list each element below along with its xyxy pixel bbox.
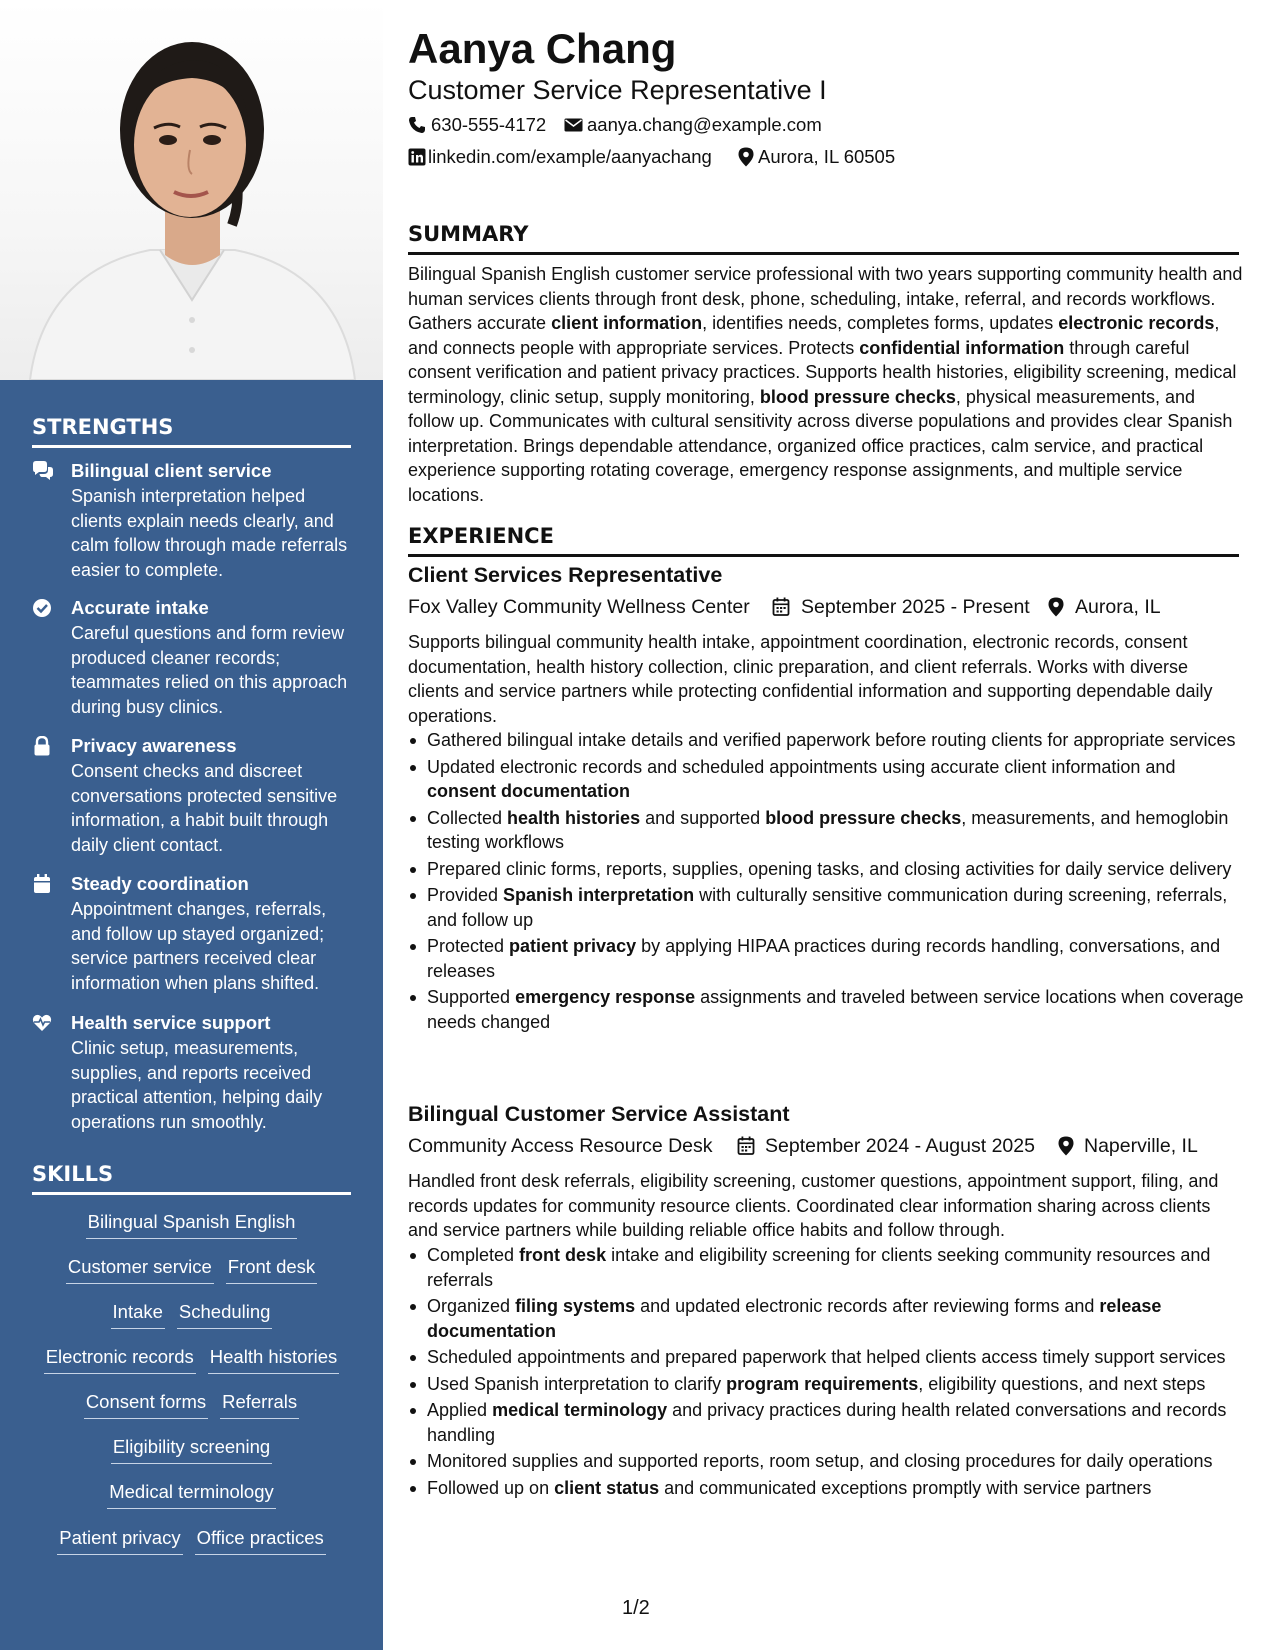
linkedin-icon <box>408 148 426 166</box>
strength-title: Accurate intake <box>71 597 209 618</box>
bullet-item: Used Spanish interpretation to clarify program requirements, eligibility questions, and next steps <box>408 1372 1244 1397</box>
strength-description: Clinic setup, measurements, supplies, and reports received practical attention, helping daily operations run smoothly. <box>71 1038 323 1132</box>
job-location: Aurora, IL <box>1075 596 1161 618</box>
job-bullets <box>408 1243 1244 1502</box>
skill-tag: Electronic records <box>44 1345 196 1374</box>
strength-title: Health service support <box>71 1012 271 1033</box>
skill-row <box>32 1526 351 1555</box>
bullet-item: Organized filing systems and updated electronic records after reviewing forms and release documentation <box>408 1294 1244 1343</box>
bullet-item: Monitored supplies and supported reports, room setup, and closing procedures for daily operations <box>408 1449 1244 1474</box>
bullet-item: Provided Spanish interpretation with culturally sensitive communication during screening, referrals, and follow up <box>408 883 1244 932</box>
job-title: Bilingual Customer Service Assistant <box>408 1102 790 1126</box>
page-number: 1/2 <box>622 1597 650 1619</box>
bullet-item: Completed front desk intake and eligibility screening for clients seeking community resources and referrals <box>408 1243 1244 1292</box>
skill-tag: Consent forms <box>84 1390 208 1419</box>
skill-row <box>32 1210 351 1239</box>
bullet-item: Protected patient privacy by applying HIPAA practices during records handling, conversations, and releases <box>408 934 1244 983</box>
strength-title: Privacy awareness <box>71 735 237 756</box>
skill-row <box>32 1255 351 1284</box>
heart-pulse-icon <box>32 1013 54 1033</box>
skill-tag: Scheduling <box>177 1300 273 1329</box>
skills-heading: SKILLS <box>32 1161 351 1195</box>
portrait-illustration <box>0 0 383 380</box>
skill-row <box>32 1480 351 1509</box>
bullet-item: Collected health histories and supported blood pressure checks, measurements, and hemoglobin testing workflows <box>408 806 1244 855</box>
strength-description: Consent checks and discreet conversations protected sensitive information, a habit built through daily client contact. <box>71 761 338 855</box>
job-location: Naperville, IL <box>1084 1135 1198 1157</box>
skill-row <box>32 1300 351 1329</box>
job-organization: Fox Valley Community Wellness Center <box>408 596 750 618</box>
skill-tag: Front desk <box>226 1255 317 1284</box>
skill-tag: Bilingual Spanish English <box>86 1210 298 1239</box>
strength-description: Careful questions and form review produced cleaner records; teammates relied on this approach during busy clinics. <box>71 623 348 717</box>
chat-bubbles-icon <box>32 461 54 481</box>
experience-heading: EXPERIENCE <box>408 523 1239 557</box>
bullet-item: Scheduled appointments and prepared paperwork that helped clients access timely support services <box>408 1345 1244 1370</box>
job-organization: Community Access Resource Desk <box>408 1135 713 1157</box>
skill-tag: Intake <box>111 1300 165 1329</box>
job-description: Handled front desk referrals, eligibility screening, customer questions, appointment support, filing, and records updates for community resource clients. Coordinated clear information sharing across clients and service partners while building reliable office habits and follow through. <box>408 1171 1219 1240</box>
map-pin-icon <box>1058 1136 1078 1156</box>
skill-tag: Patient privacy <box>57 1526 182 1555</box>
summary-heading: SUMMARY <box>408 221 1239 255</box>
bullet-item: Updated electronic records and scheduled appointments using accurate client information and consent documentation <box>408 755 1244 804</box>
skill-row <box>32 1390 351 1419</box>
skill-tag: Medical terminology <box>107 1480 276 1509</box>
bullet-item: Supported emergency response assignments and traveled between service locations when coverage needs changed <box>408 985 1244 1034</box>
envelope-icon <box>564 116 582 134</box>
summary-text: Bilingual Spanish English customer service professional with two years supporting community health and human services clients through front desk, phone, scheduling, intake, referral, and records workflows. Gathers accurate client information, identifies needs, completes forms, updates electronic records, and connects people with appropriate services. Protects confidential information through careful consent verification and patient privacy practices. Supports health histories, eligibility screening, medical terminology, clinic setup, supply monitoring, blood pressure checks, physical measurements, and follow up. Communicates with cultural sensitivity across diverse populations and provides clear Spanish interpretation. Brings dependable attendance, organized office practices, calm service, and practical experience supporting rotating coverage, emergency response assignments, and multiple service locations. <box>408 264 1243 505</box>
candidate-title: Customer Service Representative I <box>408 75 827 105</box>
bullet-item: Applied medical terminology and privacy practices during health related conversations and records handling <box>408 1398 1244 1447</box>
profile-photo <box>0 0 383 380</box>
calendar-icon <box>32 874 54 894</box>
email-link[interactable]: aanya.chang@example.com <box>587 114 822 135</box>
skill-tag: Eligibility screening <box>111 1435 272 1464</box>
calendar-icon <box>772 597 792 617</box>
bullet-item: Prepared clinic forms, reports, supplies, opening tasks, and closing activities for daily service delivery <box>408 857 1244 882</box>
strengths-heading: STRENGTHS <box>32 414 351 448</box>
job-dates: September 2024 - August 2025 <box>765 1135 1035 1157</box>
check-circle-icon <box>32 598 54 618</box>
map-pin-icon <box>1048 597 1068 617</box>
skill-tag: Health histories <box>208 1345 340 1374</box>
skill-row <box>32 1345 351 1374</box>
lock-icon <box>32 736 54 756</box>
sidebar <box>0 0 383 1650</box>
strength-description: Spanish interpretation helped clients explain needs clearly, and calm follow through made referrals easier to complete. <box>71 486 348 580</box>
skill-tag: Customer service <box>66 1255 214 1284</box>
phone-link[interactable]: 630-555-4172 <box>431 114 547 135</box>
strength-title: Bilingual client service <box>71 460 272 481</box>
job-description: Supports bilingual community health intake, appointment coordination, electronic records, consent documentation, health history collection, clinic preparation, and client referrals. Works with diverse clients and service partners while protecting confidential information and supporting dependable daily operations. <box>408 632 1213 726</box>
bullet-item: Followed up on client status and communicated exceptions promptly with service partners <box>408 1476 1244 1501</box>
map-pin-icon <box>738 147 756 165</box>
strength-description: Appointment changes, referrals, and follow up stayed organized; service partners received clear information when plans shifted. <box>71 899 327 993</box>
location-text: Aurora, IL 60505 <box>758 146 896 167</box>
phone-icon <box>408 116 426 134</box>
skill-tag: Office practices <box>195 1526 326 1555</box>
job-dates: September 2025 - Present <box>801 596 1030 618</box>
bullet-item: Gathered bilingual intake details and verified paperwork before routing clients for appropriate services <box>408 728 1244 753</box>
job-bullets <box>408 728 1244 1036</box>
skill-tag: Referrals <box>220 1390 299 1419</box>
candidate-name: Aanya Chang <box>408 25 677 72</box>
skill-row <box>32 1435 351 1464</box>
strength-title: Steady coordination <box>71 873 249 894</box>
job-title: Client Services Representative <box>408 563 723 587</box>
calendar-icon <box>737 1136 757 1156</box>
linkedin-link[interactable]: linkedin.com/example/aanyachang <box>428 146 712 167</box>
